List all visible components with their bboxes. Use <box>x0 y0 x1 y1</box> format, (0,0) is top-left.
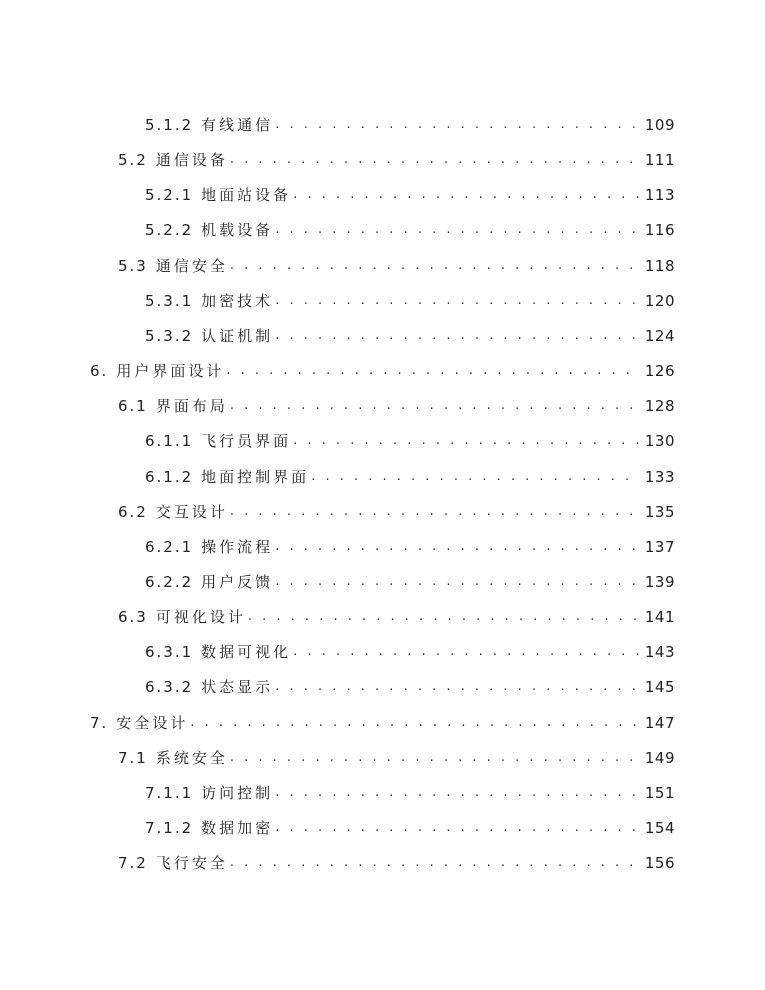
dot-leader <box>230 255 639 277</box>
toc-entry <box>145 536 675 558</box>
toc-entry-page-number: 147 <box>644 713 675 732</box>
toc-entry-page-number: 126 <box>644 362 675 381</box>
toc-entry-page-number: 124 <box>644 326 675 345</box>
toc-entry <box>145 430 675 452</box>
dot-leader <box>230 149 639 171</box>
toc-entry-title: 地面站设备 <box>201 186 292 205</box>
toc-entry-title: 界面布局 <box>155 397 228 416</box>
toc-entry <box>118 747 675 769</box>
toc-entry-page-number: 133 <box>644 467 675 486</box>
toc-entry <box>145 782 675 804</box>
dot-leader <box>275 571 639 593</box>
toc-entry <box>145 676 675 698</box>
dot-leader <box>190 712 639 734</box>
toc-entry-title: 状态显示 <box>201 678 274 697</box>
toc-entry-number: 5.2.1 <box>145 186 194 205</box>
toc-entry-title: 加密技术 <box>201 291 274 310</box>
dot-leader <box>275 817 639 839</box>
toc-entry-number: 6.1 <box>118 397 148 416</box>
toc-entry-title: 系统安全 <box>155 748 228 767</box>
dot-leader <box>275 676 639 698</box>
dot-leader <box>275 325 639 347</box>
toc-entry-number: 5.3.1 <box>145 291 194 310</box>
dot-leader <box>293 184 639 206</box>
toc-entry <box>118 606 675 628</box>
toc-entry-number: 5.3 <box>118 256 148 275</box>
toc-entry-number: 6.2 <box>118 502 148 521</box>
toc-entry-number: 5.2.2 <box>145 221 194 240</box>
toc-entry <box>145 184 675 206</box>
toc-entry-page-number: 141 <box>644 608 675 627</box>
dot-leader <box>275 219 639 241</box>
toc-entry <box>118 395 675 417</box>
dot-leader <box>311 466 639 488</box>
toc-entry-title: 交互设计 <box>155 502 228 521</box>
toc-entry-title: 机载设备 <box>201 221 274 240</box>
toc-entry-title: 飞行安全 <box>155 854 228 873</box>
toc-entry-page-number: 137 <box>644 537 675 556</box>
dot-leader <box>275 114 639 136</box>
toc-entry-title: 数据加密 <box>201 819 274 837</box>
toc-entry-number: 6.1.1 <box>145 432 194 451</box>
toc-entry-page-number: 111 <box>644 151 675 170</box>
toc-entry-page-number: 116 <box>644 221 675 240</box>
toc-entry-title: 操作流程 <box>201 537 274 556</box>
toc-entry-number: 6.2.2 <box>145 572 194 591</box>
toc-entry-number: 7. <box>90 713 109 732</box>
toc-entry-page-number: 151 <box>644 783 675 802</box>
toc-entry <box>145 571 675 593</box>
toc-entry-number: 7.1.1 <box>145 783 194 802</box>
toc-entry-page-number: 120 <box>644 291 675 310</box>
toc-entry-page-number: 109 <box>644 116 675 134</box>
dot-leader <box>230 501 639 523</box>
toc-entry-title: 安全设计 <box>116 713 189 732</box>
toc-entry-page-number: 113 <box>644 186 675 205</box>
dot-leader <box>230 747 639 769</box>
toc-entry-number: 5.3.2 <box>145 326 194 345</box>
toc-entry-title: 通信安全 <box>155 256 228 275</box>
dot-leader <box>275 782 639 804</box>
toc-entry-page-number: 130 <box>644 432 675 451</box>
toc-entry-title: 通信设备 <box>155 151 228 170</box>
toc-entry-number: 6.3 <box>118 608 148 627</box>
toc-entry-page-number: 128 <box>644 397 675 416</box>
toc-entry <box>145 219 675 241</box>
dot-leader <box>275 536 639 558</box>
toc-entry-page-number: 143 <box>644 643 675 662</box>
dot-leader <box>293 641 639 663</box>
toc-entry-page-number: 135 <box>644 502 675 521</box>
toc-entry-number: 6.1.2 <box>145 467 194 486</box>
toc-entry-number: 6. <box>90 362 109 381</box>
toc-entry-title: 可视化设计 <box>155 608 246 627</box>
dot-leader <box>230 852 639 874</box>
dot-leader <box>275 290 639 312</box>
toc-entry-page-number: 118 <box>644 256 675 275</box>
toc-entry-page-number: 149 <box>644 748 675 767</box>
toc-entry-number: 6.2.1 <box>145 537 194 556</box>
toc-entry-title: 飞行员界面 <box>201 432 292 451</box>
toc-entry-title: 地面控制界面 <box>201 467 310 486</box>
toc-entry <box>145 466 675 488</box>
toc-entry-number: 5.1.2 <box>145 116 194 134</box>
toc-entry <box>118 852 675 874</box>
dot-leader <box>248 606 639 628</box>
toc-entry <box>90 360 675 382</box>
toc-entry-number: 7.1.2 <box>145 819 194 837</box>
toc-entry-number: 6.3.1 <box>145 643 194 662</box>
toc-entry <box>90 712 675 734</box>
table-of-contents <box>0 114 765 894</box>
toc-entry-title: 访问控制 <box>201 783 274 802</box>
toc-entry-number: 6.3.2 <box>145 678 194 697</box>
toc-entry <box>118 255 675 277</box>
toc-entry-page-number: 154 <box>644 819 675 837</box>
dot-leader <box>226 360 639 382</box>
toc-entry <box>145 325 675 347</box>
toc-entry-number: 7.1 <box>118 748 148 767</box>
toc-entry-title: 用户界面设计 <box>116 362 225 381</box>
toc-entry-number: 5.2 <box>118 151 148 170</box>
toc-entry-number: 7.2 <box>118 854 148 873</box>
toc-entry <box>145 114 675 136</box>
toc-entry <box>145 290 675 312</box>
toc-entry <box>145 641 675 663</box>
toc-entry-page-number: 156 <box>644 854 675 873</box>
toc-entry-title: 用户反馈 <box>201 572 274 591</box>
toc-entry-page-number: 139 <box>644 572 675 591</box>
toc-entry <box>118 149 675 171</box>
dot-leader <box>293 430 639 452</box>
dot-leader <box>230 395 639 417</box>
toc-entry-title: 数据可视化 <box>201 643 292 662</box>
toc-entry-page-number: 145 <box>644 678 675 697</box>
toc-entry <box>145 817 675 839</box>
toc-entry <box>118 501 675 523</box>
toc-entry-title: 认证机制 <box>201 326 274 345</box>
toc-entry-title: 有线通信 <box>201 116 274 134</box>
